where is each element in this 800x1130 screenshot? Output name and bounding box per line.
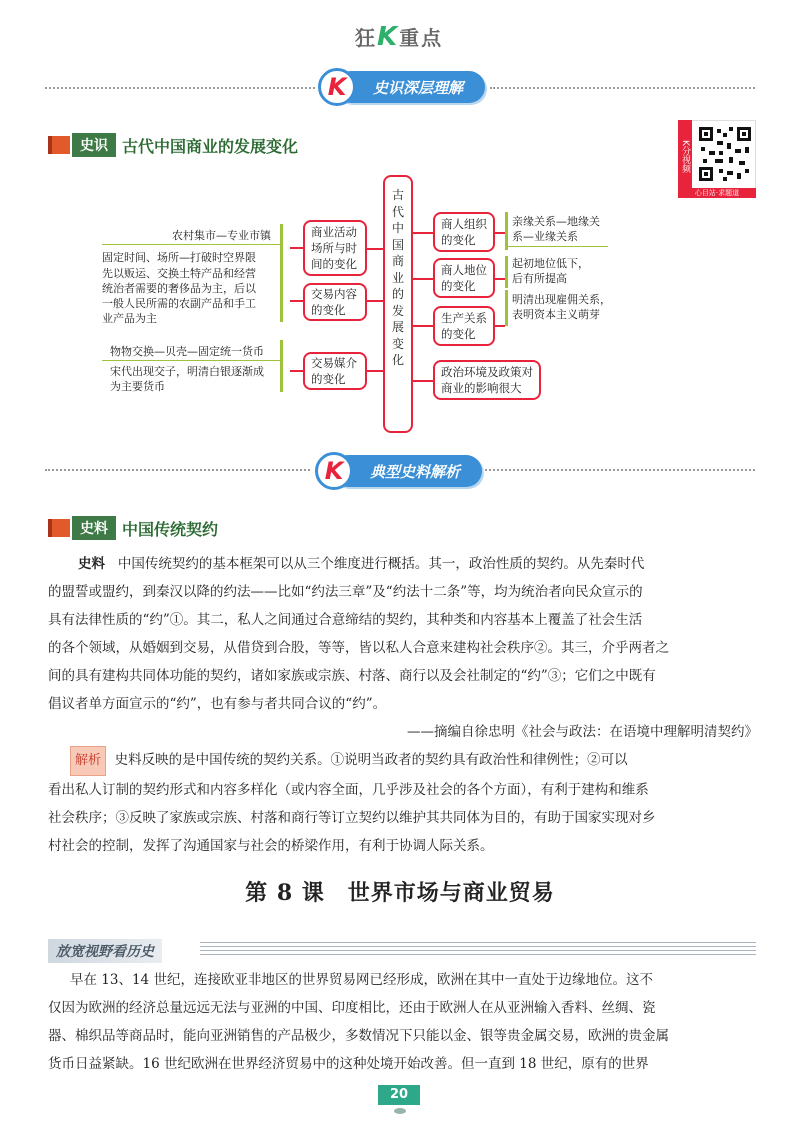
connector <box>413 278 433 280</box>
section-heading-shishi <box>48 133 298 157</box>
connector <box>290 300 303 302</box>
connector <box>413 380 433 382</box>
divider-left <box>45 87 315 89</box>
connector <box>413 325 433 327</box>
connector <box>495 325 505 327</box>
node-merchant-org: 商人组织 的变化 <box>433 212 495 252</box>
node-trade-content: 交易内容 的变化 <box>303 283 367 321</box>
leaf-rule <box>508 246 608 247</box>
leaf-block: 先以贩运、交换土特产品和经营 统治者需要的奢侈品为主，后以 一般人民所需的农副产品和手工 业产品为主 <box>102 267 256 325</box>
leaf-block: 明清出现雇佣关系， 表明资本主义萌芽 <box>512 293 611 321</box>
view-banner-lines <box>200 942 756 958</box>
node-production-relations: 生产关系 的变化 <box>433 306 495 346</box>
section-tag: 史料 <box>72 516 116 540</box>
leaf-rule <box>102 360 280 361</box>
section-title: 古代中国商业的发展变化 <box>122 136 299 156</box>
book-icon <box>48 136 70 154</box>
qr-footer: 心目站·求题道 <box>678 188 756 198</box>
leaf-rule <box>102 244 280 245</box>
connector <box>366 370 383 372</box>
leaf-bracket <box>280 340 283 392</box>
leaf-block: 亲缘关系—地缘关 系—业缘关系 <box>512 215 600 243</box>
node-trade-medium: 交易媒介 的变化 <box>303 352 367 390</box>
banner-label: 史识深层理解 <box>373 78 464 97</box>
divider-right <box>490 87 755 89</box>
leaf-bracket <box>505 212 508 250</box>
banner-typical-sources <box>332 455 482 487</box>
connector <box>366 300 383 302</box>
leaf-block: 起初地位低下， 后有所提高 <box>512 257 589 285</box>
source-tag: 史料 <box>78 556 105 572</box>
node-political-environment: 政治环境及政策对 商业的影响很大 <box>433 360 541 400</box>
connector <box>290 370 303 372</box>
source-passage: 史料 中国传统契约的基本框架可以从三个维度进行概括。其一，政治性质的契约。从先秦时代 的盟誓或盟约，到秦汉以降的约法——比如“约法三章”及“约法十二条”等，均为统治者向民众宣示的 具有法律性质的“约”①。其二，私人之间通过合意缔结的契约，其种类和内容基本上覆盖了社会生活 的各个领域，从婚姻到交易，从借贷到合股，等等，皆以私人合意来建构社会秩序②。其三，介乎两者之 间的具有建构共同体功能的契约，诸如家族或宗族、村落、商行以及会社制定的“约”③；它们之中既有 倡议者单方面宣示的“约”，也有参与者共同合议的“约”。 ——摘编自徐忠明《社会与政法：在语境中理解明清契约》 <box>48 550 758 746</box>
book-icon <box>48 519 70 537</box>
leaf-block: 宋代出现交子，明清白银逐渐成 为主要货币 <box>110 365 264 393</box>
divider-right <box>485 469 755 471</box>
qr-side-label: K分视频 <box>678 120 692 192</box>
lesson-title: 第 8 课 世界市场与商业贸易 <box>245 880 555 906</box>
divider-left <box>45 469 310 471</box>
node-market-time-space: 商业活动 场所与时 间的变化 <box>303 220 367 276</box>
connector <box>495 232 505 234</box>
node-merchant-status: 商人地位 的变化 <box>433 258 495 298</box>
leaf-text: 农村集市—专业市镇 <box>172 229 271 242</box>
analysis-passage: 解析 史料反映的是中国传统的契约关系。①说明当政者的契约具有政治性和律例性；②可以 看出私人订制的契约形式和内容多样化（或内容全面，几乎涉及社会的各个方面），有利于建构和维系 社会秩序；③反映了家族或宗族、村落和商行等订立契约以维护其共同体为目的，有助于国家实现对乡 村社会的控制，发挥了沟通国家与社会的桥梁作用，有利于协调人际关系。 <box>48 746 758 860</box>
k-logo-icon: K <box>315 452 353 490</box>
section-title: 中国传统契约 <box>122 519 219 539</box>
brand-logo: 狂K重点 <box>355 22 444 52</box>
connector <box>495 278 505 280</box>
page-ornament-icon <box>394 1108 406 1114</box>
leaf-bracket <box>505 290 508 326</box>
leaf-bracket <box>505 256 508 288</box>
leaf-text: 固定时间、场所—打破时空界限 <box>102 251 256 264</box>
intro-passage: 早在 13、14 世纪，连接欧亚非地区的世界贸易网已经形成，欧洲在其中一直处于边缘地位。这不 仅因为欧洲的经济总量远远无法与亚洲的中国、印度相比，还由于欧洲人在从亚洲输入香料、丝绸、瓷 器、棉织品等商品时，能向亚洲销售的产品极少，多数情况下只能以金、银等贵金属交易，欧洲的贵金属 货币日益紧缺。16 世纪欧洲在世界经济贸易中的这种处境开始改善。但一直到 18 世纪，原有的世界 <box>48 972 669 1072</box>
analysis-tag: 解析 <box>70 746 106 776</box>
page-number: 20 <box>378 1085 420 1105</box>
k-logo-icon: K <box>318 68 356 106</box>
connector <box>290 247 303 249</box>
connector <box>413 232 433 234</box>
banner-label: 典型史料解析 <box>370 462 461 481</box>
section-heading-shiliao <box>48 516 218 540</box>
leaf-bracket <box>280 224 283 270</box>
banner-deep-understanding <box>335 71 485 103</box>
section-tag: 史识 <box>72 133 116 157</box>
connector <box>366 248 383 250</box>
leaf-text: 物物交换—贝壳—固定统一货币 <box>110 345 264 358</box>
diagram-center-node: 古 代 中 国 商 业 的 发 展 变 化 <box>383 175 413 433</box>
source-attribution: ——摘编自徐忠明《社会与政法：在语境中理解明清契约》 <box>407 724 758 740</box>
view-banner: 放宽视野看历史 <box>48 939 162 963</box>
